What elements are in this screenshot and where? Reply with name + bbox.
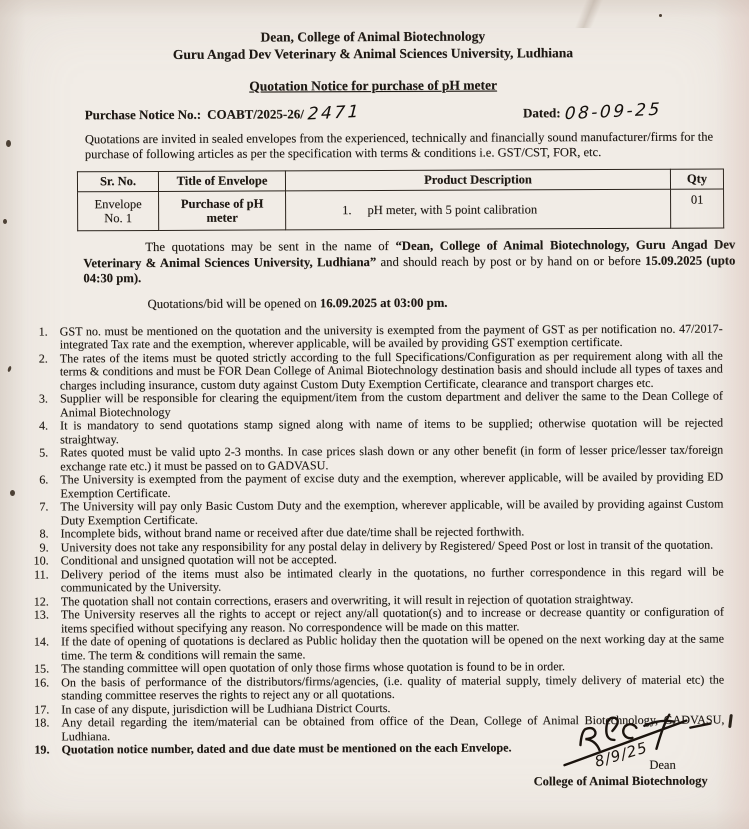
term-item-1 <box>0 322 723 352</box>
term-text: On the basis of performance of the distributors/firms/agencies, (i.e. quality of material supply, timely delivery of material etc) the standing committee reserves the rights to reject any or all quotations. <box>61 671 725 703</box>
term-number: 4. <box>38 418 49 433</box>
header-qty: Qty <box>670 169 723 189</box>
term-number: 3. <box>38 391 48 406</box>
signature-stroke <box>606 718 618 740</box>
qty-value: 01 <box>690 192 704 207</box>
term-number: 15. <box>33 661 50 676</box>
term-text: The quotation shall not contain corrections, erasers and overwriting, it will result in rejection of quotation straightway. <box>60 591 634 608</box>
term-text: It is mandatory to send quotations stamp signed along with name of items to be supplied; otherwise quotation will be rejected straightway. <box>60 415 724 446</box>
term-text: Quotation notice number, dated and due date must be mentioned on the each Envelope. <box>61 740 512 757</box>
letterhead-line1: Dean, College of Animal Biotechnology <box>260 28 486 45</box>
term-number: 5. <box>39 445 49 460</box>
term-text: The University will pay only Basic Custom Duty and the exemption, wherever applicable, will be availed by providing against Custom Duty Exemption Certificate. <box>60 496 724 527</box>
purchase-notice-label: Purchase Notice No.: <box>84 106 202 123</box>
term-number: 17. <box>34 701 50 716</box>
term-text: Any detail regarding the item/material can be obtained from office of the Dean, College of Animal Biotechnology, GADVASU, Ludhiana. <box>61 712 725 743</box>
term-text: University does not take any responsibility for any postal delay in delivery by Registered/ Speed Post or lost in transit of the quotation. <box>60 537 714 554</box>
dispatch-seg3: and should reach by post or by hand on or before <box>376 253 646 269</box>
handwritten-date: 08-09-25 <box>563 99 663 125</box>
term-number: 14. <box>33 634 50 649</box>
term-item-14 <box>1 632 724 662</box>
signatory-designation: Dean <box>649 757 676 772</box>
product-item-number: 1. <box>342 203 352 218</box>
cell-envelope-title <box>159 191 286 231</box>
product-item-text: pH meter, with 5 point calibration <box>367 202 538 218</box>
opening-line <box>147 294 735 312</box>
cell-sr-no <box>78 191 159 230</box>
envelope-label-line2: No. 1 <box>104 211 133 226</box>
term-number: 6. <box>39 472 49 487</box>
signature-block <box>512 712 728 789</box>
term-number: 13. <box>33 607 49 622</box>
term-number: 10. <box>33 553 49 568</box>
document-title: Quotation Notice for purchase of pH meter <box>249 77 497 94</box>
cell-product-description <box>286 189 671 230</box>
term-item-7 <box>0 497 723 527</box>
term-text: GST no. must be mentioned on the quotation and the university is exempted from the payment of GST as per notification no. 47/2017-integrated Tax rate and the exemption, wherever applicable, will be availed by providing GST exemption certificate. <box>59 320 723 352</box>
cell-qty <box>671 189 724 228</box>
dated-label: Dated: <box>522 105 561 121</box>
envelope-title-line2: meter <box>206 210 238 225</box>
signature-stroke <box>580 728 599 750</box>
term-text: In case of any dispute, jurisdiction will be Ludhiana District Courts. <box>61 700 391 716</box>
envelope-label-line1: Envelope <box>94 197 142 212</box>
signatory-organization: College of Animal Biotechnology <box>533 773 708 789</box>
term-text: If the date of opening of quotations is declared as Public holiday then the quotation will be opened on the next working day at the same time. The term & conditions will remain the same. <box>60 631 725 662</box>
handwritten-notice-number: 2471 <box>307 101 362 125</box>
term-text: The rates of the items must be quoted strictly according to the full Specifications/Configuration as per requirement along with all the terms & conditions and must be FOR Dean College of Animal Biotechnology destination basis and should include all types of taxes and charges including insurance, custom duty against Custom Duty Exemption Certificate, clearance and transport charges etc. <box>59 347 723 392</box>
dispatch-deadline: 15.09.2025 (upto 04:30 pm). <box>83 252 736 286</box>
term-number: 11. <box>33 566 49 581</box>
term-item-2 <box>0 349 723 393</box>
envelope-title-line1: Purchase of pH <box>180 196 264 211</box>
letterhead-line2: Guru Angad Dev Veterinary & Animal Sciences University, Ludhiana <box>172 45 574 62</box>
table-header-row <box>77 169 723 192</box>
term-text: The University reserves all the rights to accept or reject any/all quotation(s) and to increase or decrease quantity or configuration of items specified without specifying any reason. No correspondence will be made on this matter. <box>60 604 724 635</box>
table-row <box>78 189 724 231</box>
header-title-of-envelope: Title of Envelope <box>158 171 285 192</box>
term-text: Conditional and unsigned quotation will not be accepted. <box>60 552 337 568</box>
header-sr-no: Sr. No. <box>77 171 158 191</box>
terms-list <box>0 322 724 757</box>
term-number: 8. <box>39 526 49 541</box>
letterhead <box>0 0 747 64</box>
specification-table <box>77 168 724 231</box>
term-text: Supplier will be responsible for clearing the equipment/item from the custom department and deliver the same to the Dean College of Animal Biotechnology <box>59 388 723 419</box>
term-text: The University is exempted from the payment of excise duty and the exemption, wherever applicable, will be availed by providing ED Exemption Certificate. <box>60 469 724 500</box>
signature-stroke <box>690 724 710 728</box>
handwritten-signature-date: 8/9/25 <box>592 738 650 771</box>
term-number: 1. <box>38 323 48 338</box>
dispatch-seg1: The quotations may be sent in the name of <box>145 238 396 254</box>
opening-seg1: Quotations/bid will be opened on <box>147 295 320 311</box>
header-product-description: Product Description <box>285 169 670 191</box>
term-number: 2. <box>38 350 48 365</box>
term-number: 9. <box>39 539 49 554</box>
term-number: 12. <box>33 593 49 608</box>
dispatch-paragraph <box>83 237 735 286</box>
term-text: Incomplete bids, without brand name or received after due date/time shall be rejected forthwith. <box>60 524 525 541</box>
term-text: Delivery period of the items must also be intimated clearly in the quotations, no further correspondence in this regard will be communicated by the University. <box>60 563 724 595</box>
term-number: 18. <box>34 715 50 730</box>
dispatch-addressee: “Dean, College of Animal Biotechnology, Guru Angad Dev Veterinary & Animal Sciences University, Ludhiana” <box>83 237 736 270</box>
signature-stroke <box>623 724 636 738</box>
term-text: Rates quoted must be valid upto 2-3 months. In case prices slash down or any other benefit (in form of lesser price/lesser tax/foreign exchange rate etc.) it must be passed on to GADVASU. <box>60 442 724 473</box>
term-number: 16. <box>34 674 50 689</box>
term-item-16 <box>1 673 724 703</box>
purchase-notice-number: COABT/2025-26/ <box>207 106 304 122</box>
intro-paragraph: Quotations are invited in sealed envelopes from the experienced, technically and financially sound manufacturer/firms for the purchase of following articles as per the specification with terms & conditions i.e. GST/CST, FOR, etc. <box>84 129 714 162</box>
signature-stroke <box>644 721 674 726</box>
term-text: The standing committee will open quotation of only those firms whose quotation is found to be in order. <box>61 659 565 676</box>
term-number: 19. <box>34 742 50 757</box>
opening-datetime: 16.09.2025 at 03:00 pm. <box>319 295 448 310</box>
term-number: 7. <box>39 499 49 514</box>
term-item-11 <box>1 565 724 595</box>
